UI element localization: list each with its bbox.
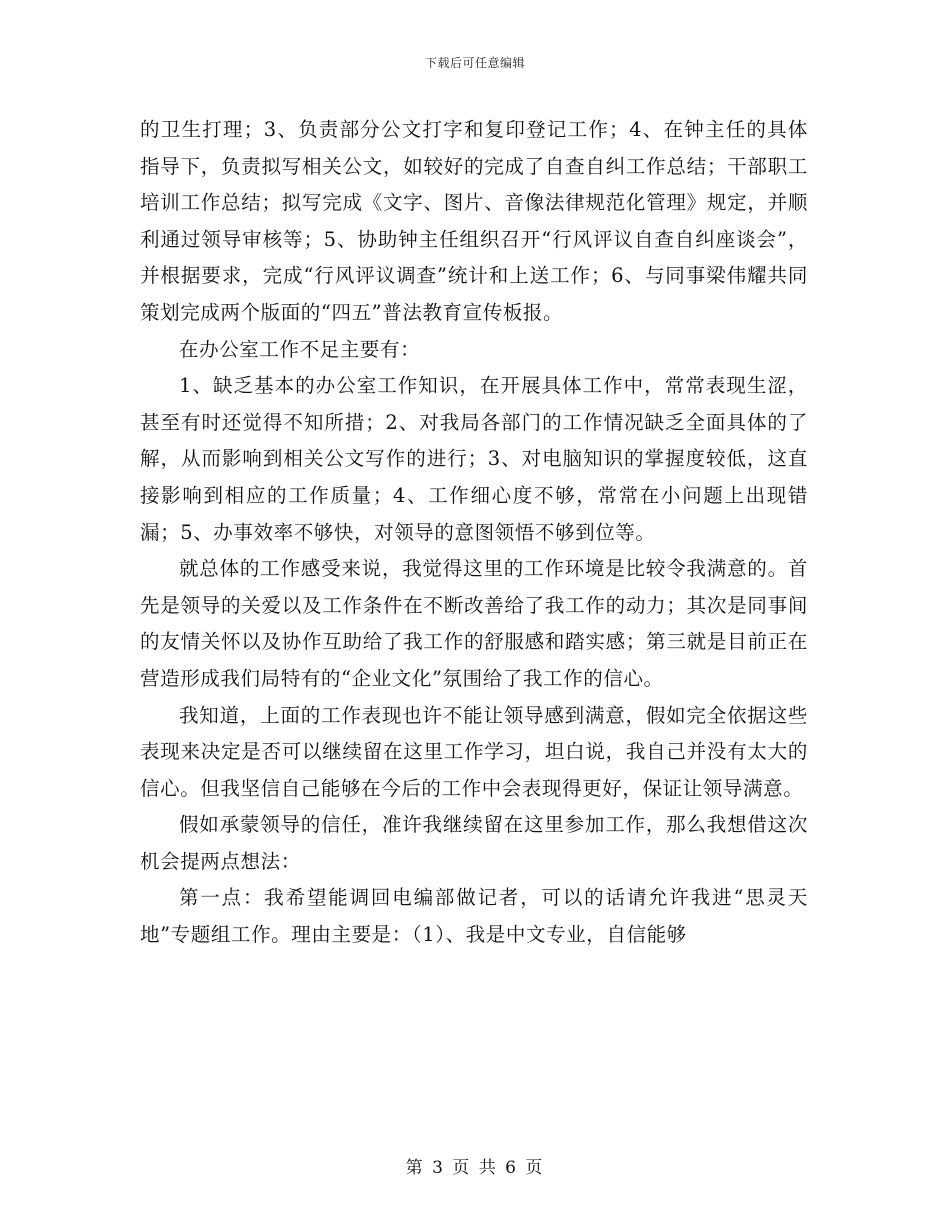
paragraph-5: 我知道，上面的工作表现也许不能让领导感到满意，假如完全依据这些表现来决定是否可以继续留在这里工作学习，坦白说，我自己并没有太大的信心。但我坚信自己能够在今后的工作中会表现得更好，保证让领导满意。 xyxy=(140,703,808,800)
paragraph-7: 第一点：我希望能调回电编部做记者，可以的话请允许我进“思灵天地”专题组工作。理由主要是：（1）、我是中文专业，自信能够 xyxy=(140,886,808,947)
page-header: 下载后可任意编辑 xyxy=(424,56,525,70)
paragraph-4: 就总体的工作感受来说，我觉得这里的工作环境是比较令我满意的。首先是领导的关爱以及工作条件在不断改善给了我工作的动力；其次是同事间的友情关怀以及协作互助给了我工作的舒服感和踏实感；第三就是目前正在营造形成我们局特有的“企业文化”氛围给了我工作的信心。 xyxy=(140,557,808,690)
paragraph-3: 1、缺乏基本的办公室工作知识，在开展具体工作中，常常表现生涩，甚至有时还觉得不知所措；2、对我局各部门的工作情况缺乏全面具体的了解，从而影响到相关公文写作的进行；3、对电脑知识的掌握度较低，这直接影响到相应的工作质量；4、工作细心度不够，常常在小问题上出现错漏；5、办事效率不够快，对领导的意图领悟不够到位等。 xyxy=(140,374,808,544)
document-body xyxy=(140,112,808,954)
page-footer: 第 3 页 共 6 页 xyxy=(405,1158,545,1178)
paragraph-2: 在办公室工作不足主要有： xyxy=(179,337,421,361)
paragraph-1: 的卫生打理；3、负责部分公文打字和复印登记工作；4、在钟主任的具体指导下，负责拟写相关公文，如较好的完成了自查自纠工作总结；干部职工培训工作总结；拟写完成《文字、图片、音像法律规范化管理》规定，并顺利通过领导审核等；5、协助钟主任组织召开“行风评议自查自纠座谈会”，并根据要求，完成“行风评议调查”统计和上送工作；6、与同事梁伟耀共同策划完成两个版面的“四五”普法教育宣传板报。 xyxy=(140,118,808,324)
paragraph-6: 假如承蒙领导的信任，准许我继续留在这里参加工作，那么我想借这次机会提两点想法： xyxy=(140,813,808,873)
